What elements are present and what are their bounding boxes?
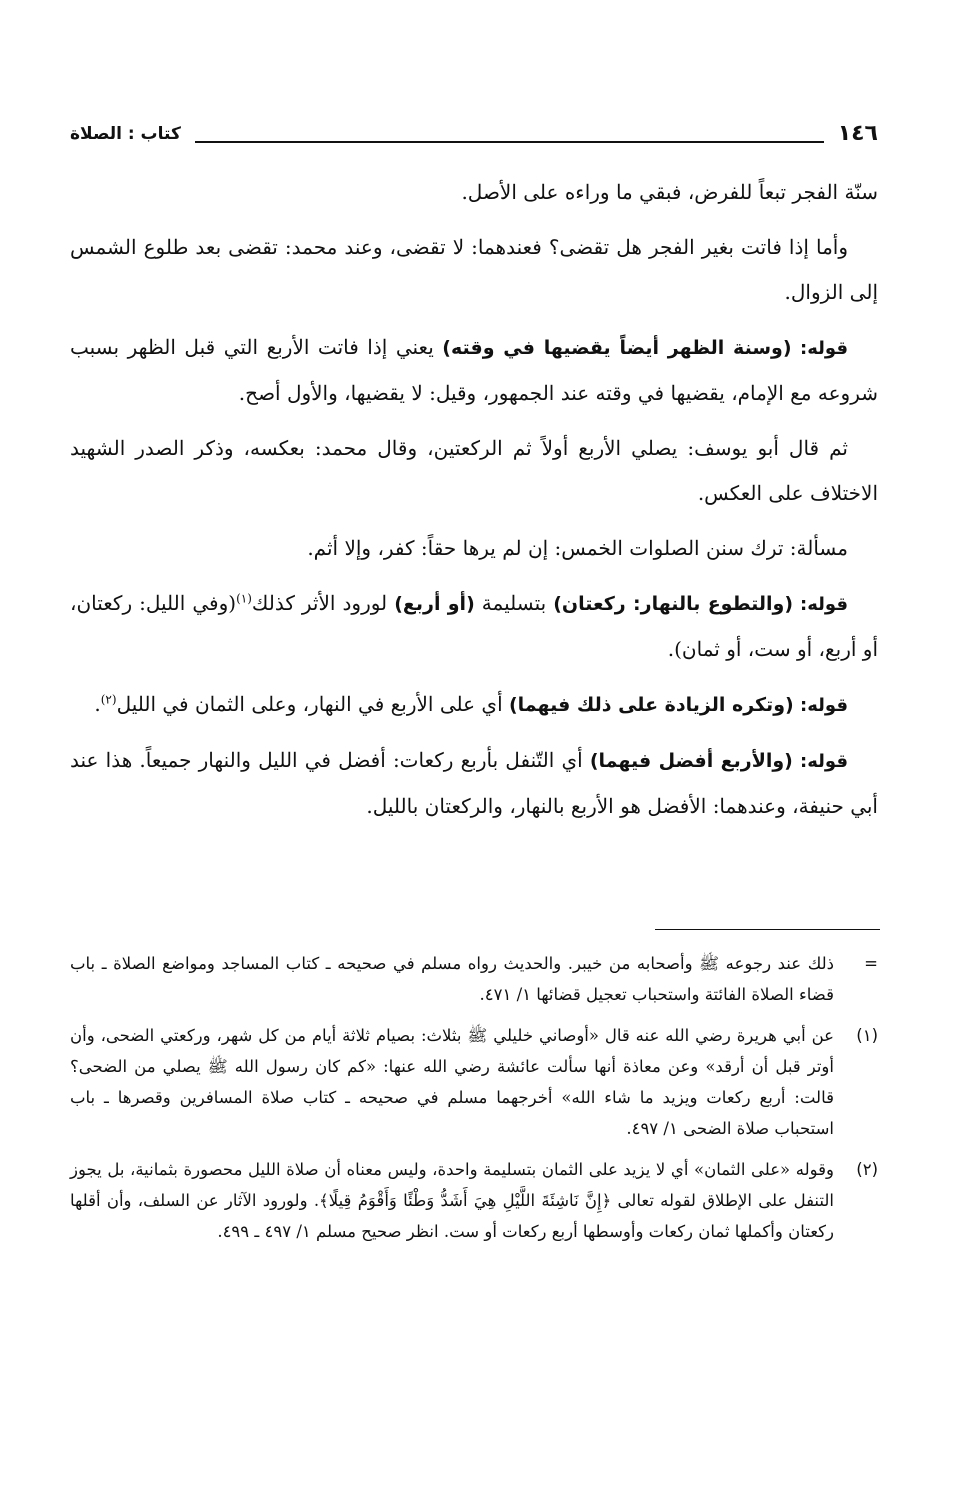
paragraph-7 xyxy=(70,682,878,728)
running-title: كتاب : الصلاة xyxy=(70,124,181,144)
qawluhu-label: قوله: xyxy=(800,594,848,615)
paragraph-1: سنّة الفجر تبعاً للفرض، فبقي ما وراءه على الأصل. xyxy=(461,180,878,204)
paragraph-4: ثم قال أبو يوسف: يصلي الأربع أولاً ثم الركعتين، وقال محمد: بعكسه، وذكر الصدر الشهيد الاختلاف على العكس. xyxy=(70,436,878,505)
header-rule xyxy=(195,141,824,143)
footnote-text: عن أبي هريرة رضي الله عنه قال «أوصاني خليلي ﷺ بثلاث: بصيام ثلاثة أيام من كل شهر، وركعتي الضحى، وأن أوتر قبل أن أرقد» وعن معاذة أنها سألت عائشة رضي الله عنها: «كم كان رسول الله ﷺ يصلي من الضحى؟ قالت: أربع ركعات ويزيد ما شاء الله» أخرجهما مسلم في صحيحه ـ كتاب صلاة المسافرين وقصرها ـ باب استحباب صلاة الضحى ١/ ٤٩٧. xyxy=(70,1026,834,1138)
qawluhu-label: قوله: xyxy=(800,751,848,772)
main-text xyxy=(70,170,878,839)
footnotes xyxy=(70,948,878,1257)
footnote-2 xyxy=(70,1154,878,1247)
page-header xyxy=(70,108,878,148)
matn-quote: (أو أربع) xyxy=(394,593,475,615)
commentary-text: أي التّنفل بأربع ركعات: أفضل في الليل والنهار جميعاً. هذا عند أبي حنيفة، وعندهما: الأفضل هو الأربع بالنهار، والركعتان بالليل. xyxy=(70,748,878,818)
commentary-text: يعني إذا فاتت الأربع التي قبل الظهر بسبب شروعه مع الإمام، يقضيها في وقته عند الجمهور، وقيل: لا يقضيها، والأول أصح. xyxy=(70,335,878,405)
commentary-text: لورود الأثر كذلك xyxy=(251,591,395,615)
matn-quote: (وسنة الظهر أيضاً يقضيها في وقته) xyxy=(442,337,792,359)
paragraph-5: مسألة: ترك سنن الصلوات الخمس: إن لم يرها حقاً: كفر، وإلا أثم. xyxy=(307,536,848,560)
paragraph-6 xyxy=(70,581,878,672)
paragraph-2: وأما إذا فاتت بغير الفجر هل تقضى؟ فعندهما: لا تقضى، وعند محمد: تقضى بعد طلوع الشمس إلى الزوال. xyxy=(70,235,878,304)
matn-quote: (والتطوع بالنهار: ركعتان) xyxy=(553,593,793,615)
footnote-continued xyxy=(70,948,878,1010)
qawluhu-label: قوله: xyxy=(800,338,848,359)
footnote-separator xyxy=(655,929,880,930)
footnote-ref-1[interactable]: (١) xyxy=(236,591,252,606)
commentary-text: . xyxy=(94,692,101,716)
commentary-text: (وفي الليل: ركعتان، أو أربع، أو ست، أو ثمان). xyxy=(70,591,878,661)
commentary-text: أي على الأربع في النهار، وعلى الثمان في الليل xyxy=(116,692,509,716)
paragraph-8 xyxy=(70,738,878,829)
qawluhu-label: قوله: xyxy=(800,695,848,716)
paragraph-3 xyxy=(70,325,878,416)
footnote-text: ذلك عند رجوعه ﷺ وأصحابه من خيبر. والحديث رواه مسلم في صحيحه ـ كتاب المساجد ومواضع الصلاة ـ باب قضاء الصلاة الفائتة واستحباب تعجيل قضائها ١/ ٤٧١. xyxy=(70,954,834,1004)
footnote-marker: (١) xyxy=(856,1026,878,1045)
footnote-ref-2[interactable]: (٢) xyxy=(100,692,117,707)
page-number: ١٤٦ xyxy=(837,121,878,146)
footnote-marker: (٢) xyxy=(856,1160,878,1179)
footnote-text: وقوله «على الثمان» أي لا يزيد على الثمان بتسليمة واحدة، وليس معناه أن صلاة الليل محصورة بثمانية، بل يجوز التنفل على الإطلاق لقوله تعالى ﴿إِنَّ نَاشِئَةَ اللَّيْلِ هِيَ أَشَدُّ وَطْئًا وَأَقْوَمُ قِيلًا﴾. ولورود الآثار عن السلف، وأن أقلها ركعتان وأكملها ثمان ركعات وأوسطها أربع ركعات أو ست. انظر صحيح مسلم ١/ ٤٩٧ ـ ٤٩٩. xyxy=(70,1160,834,1241)
footnote-1 xyxy=(70,1020,878,1144)
footnote-marker: = xyxy=(864,954,878,973)
commentary-text: بتسليمة xyxy=(474,591,554,615)
matn-quote: (والأربع أفضل فيهما) xyxy=(589,750,793,772)
matn-quote: (وتكره الزيادة على ذلك فيهما) xyxy=(508,694,794,716)
